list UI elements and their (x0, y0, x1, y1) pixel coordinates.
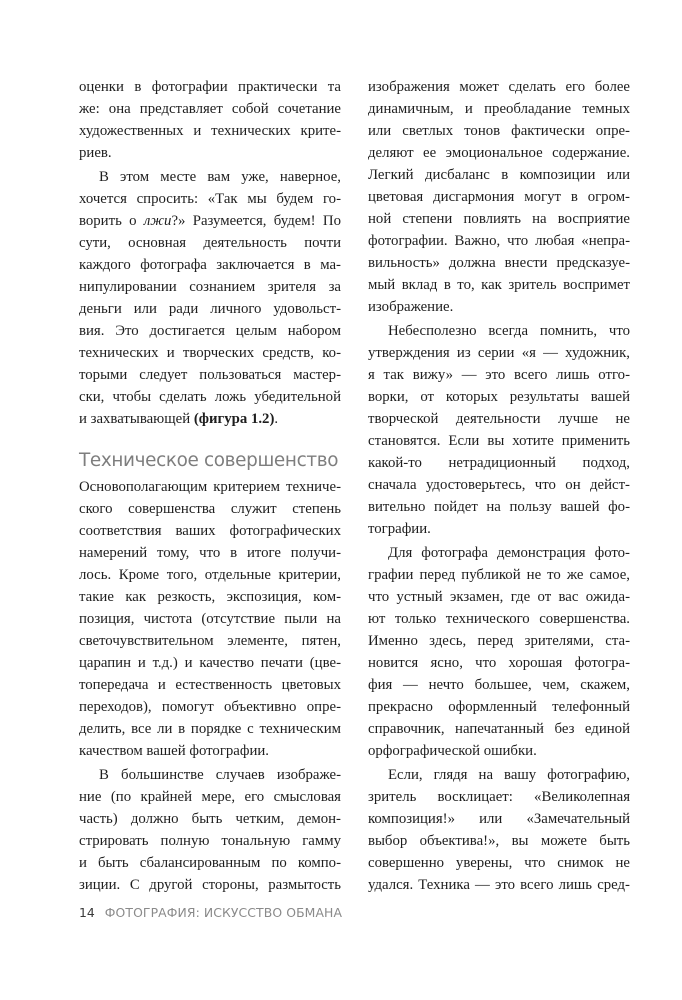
text-line (79, 210, 341, 232)
text-line: делить, все ли в порядке с техническим (79, 721, 341, 737)
text-line: стрировать полную тональную гамму (79, 833, 341, 849)
text-line: зиции. С другой стороны, размытость (79, 877, 341, 893)
section-heading: Техническое совершенство (79, 450, 339, 471)
text-line: лось. Кроме того, отдельные критерии, (79, 567, 341, 583)
text-line: каждого фотографа заключается в ма- (79, 257, 341, 273)
text-line: мый вклад в то, как зритель воспримет (368, 277, 630, 293)
text-line: творческой деятельности лучше не (368, 411, 630, 427)
text-line: выбор объектива!», вы можете быть (368, 833, 630, 849)
text-line: топередача и естественность цветовых (79, 677, 341, 693)
text-line: динамичным, и преобладание темных (368, 101, 630, 117)
text-line: позиция, чистота (отсутствие пыли на (79, 611, 341, 627)
text-line: технических и творческих средств, ко- (79, 345, 341, 361)
text-line: изображения может сделать его более (368, 79, 630, 95)
text-line: Легкий дисбаланс в композиции или (368, 167, 630, 183)
text-line: ски, чтобы сделать ложь убедительной (79, 389, 341, 405)
text-line: В этом месте вам уже, наверное, (99, 169, 341, 185)
text-line: вильность» должна внести предсказуе- (368, 255, 630, 271)
text-line: зритель восклицает: «Великолепная (368, 789, 630, 805)
text-line: ние (по крайней мере, его смысловая (79, 789, 341, 805)
running-title: ФОТОГРАФИЯ: ИСКУССТВО ОБМАНА (104, 905, 343, 920)
text-line: композиция!» или «Замечательный (368, 811, 630, 827)
text-line: качеством вашей фотографии. (79, 743, 269, 759)
text-line: деньги или ради личного удовольст- (79, 301, 341, 317)
text-line: Если, глядя на вашу фотографию, (388, 767, 630, 783)
text-line: Для фотографа демонстрация фото- (388, 545, 630, 561)
text-line: В большинстве случаев изображе- (99, 767, 341, 783)
text-line: риев. (79, 145, 112, 161)
text-line: графии перед публикой не то же самое, (368, 567, 630, 583)
text-line: такие как резкость, экспозиция, ком- (79, 589, 341, 605)
text-line: удался. Техника — это всего лишь сред- (368, 877, 630, 893)
text-line: или светлых тонов фактически опре- (368, 123, 630, 139)
text-line: орфографической ошибки. (368, 743, 537, 759)
text-line: намерений тому, что в итоге получи- (79, 545, 341, 561)
text-line: сначала удостоверьтесь, что он дейст- (368, 477, 630, 493)
text-line: утверждения из серии «я — художник, (368, 345, 630, 361)
text-line: торыми следует пользоваться мастер- (79, 367, 341, 383)
text-run: ворить о (79, 213, 144, 229)
text-line: ют только технического совершенства. (368, 611, 630, 627)
text-line: нипулировании сознанием зрителя за (79, 279, 341, 295)
italic-word: лжи (143, 213, 172, 229)
text-line: цветовая дисгармония могут в огром- (368, 189, 630, 205)
text-line: Именно здесь, перед зрителями, ста- (368, 633, 630, 649)
text-line: ной степени повлиять на восприятие (368, 211, 630, 227)
text-line: светочувствительном элементе, пятен, (79, 633, 341, 649)
text-line: царапин и т.д.) и качество печати (цве- (79, 655, 341, 671)
text-line: хочется спросить: «Так мы будем го- (79, 191, 341, 207)
text-line: ворки, от которых результаты вашей (368, 389, 630, 405)
text-line: фотографии. Важно, что любая «непра- (368, 233, 630, 249)
text-line: оценки в фотографии практически та (79, 79, 341, 95)
text-run: . (274, 411, 279, 427)
text-line: Основополагающим критерием техниче- (79, 479, 341, 495)
text-line: переходов), помогут объективно опре- (79, 699, 341, 715)
page-number: 14 (79, 905, 95, 920)
text-line: соответствия ваших фотографических (79, 523, 341, 539)
text-line: вительно пойдет на пользу вашей фо- (368, 499, 630, 515)
text-line: вия. Это достигается целым набором (79, 323, 341, 339)
text-run: ?» Разумеется, будем! По (171, 213, 341, 229)
text-line: становятся. Если вы хотите применить (368, 433, 630, 449)
page-footer (79, 903, 342, 923)
text-line: и быть сбалансированным по компо- (79, 855, 341, 871)
text-line: изображение. (368, 299, 454, 315)
text-line: деляют ее эмоциональное содержание. (368, 145, 630, 161)
text-line: фия — нечто большее, чем, скажем, (368, 677, 630, 693)
text-line: какой-то нетрадиционный подход, (368, 455, 630, 471)
text-line: справочник, напечатанный без единой (368, 721, 630, 737)
text-line: прекрасно оформленный телефонный (368, 699, 630, 715)
text-line: ского совершенства служит степень (79, 501, 341, 517)
text-line: совершенно уверены, что снимок не (368, 855, 630, 871)
text-line: же: она представляет собой сочетание (79, 101, 341, 117)
figure-reference: (фигура 1.2) (193, 411, 275, 427)
text-line: художественных и технических крите- (79, 123, 341, 139)
text-run: и захватывающей (79, 411, 194, 427)
text-line: сути, основная деятельность почти (79, 235, 341, 251)
text-line (79, 408, 341, 430)
text-line: что устный экзамен, где от вас ожида- (368, 589, 630, 605)
text-line: новится ясно, что хорошая фотогра- (368, 655, 630, 671)
text-line: Небесполезно всегда помнить, что (388, 323, 630, 339)
text-line: тографии. (368, 521, 431, 537)
text-line: часть) должно быть четким, демон- (79, 811, 341, 827)
text-line: я так вижу» — это всего лишь отго- (368, 367, 630, 383)
